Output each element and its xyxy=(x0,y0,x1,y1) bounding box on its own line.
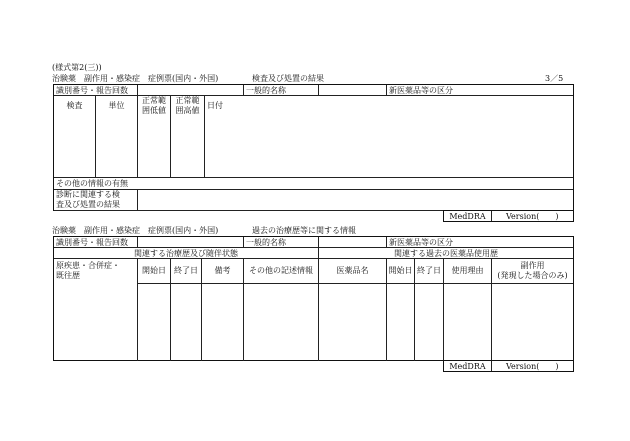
id-number-label-2: 識別番号・報告回数 xyxy=(56,238,128,247)
meddra-label-2: MedDRA xyxy=(449,362,486,371)
version-label-1: Version( ) xyxy=(506,212,559,221)
col-normal-low-2: 囲低値 xyxy=(142,106,166,115)
drug-category-label: 新医薬品等の区分 xyxy=(389,86,453,95)
col-date: 日付 xyxy=(207,101,223,110)
drug-category-label-2: 新医薬品等の区分 xyxy=(389,238,453,247)
col-remarks: 備考 xyxy=(214,266,231,275)
form-label: (様式第2(三)) xyxy=(52,63,102,72)
col-disease-2: 既往歴 xyxy=(56,271,80,280)
col-reason: 使用理由 xyxy=(451,266,484,275)
col-disease-1: 原疾患・合併症・ xyxy=(56,261,120,270)
section2-subtitle: 過去の治療歴等に関する情報 xyxy=(252,226,356,235)
meddra-label-1: MedDRA xyxy=(449,212,486,221)
section2-title: 治験薬 副作用・感染症 症例票(国内・外国) xyxy=(52,226,219,235)
section1-title: 治験薬 副作用・感染症 症例票(国内・外国) xyxy=(52,74,219,83)
version-label-2: Version( ) xyxy=(506,362,559,371)
col-normal-high-1: 正常範 xyxy=(175,96,200,105)
col-end: 終了日 xyxy=(174,266,198,275)
col-unit: 単位 xyxy=(108,101,125,110)
general-name-label: 一般的名称 xyxy=(246,86,286,95)
col-drug-name: 医薬品名 xyxy=(336,266,369,275)
col-side-effect-2: (発現した場合のみ) xyxy=(497,271,568,280)
section1-subtitle: 検査及び処置の結果 xyxy=(252,74,324,83)
col-start-2: 開始日 xyxy=(388,266,413,275)
diag-label-1: 診断に関連する検 xyxy=(56,190,120,199)
id-number-label: 識別番号・報告回数 xyxy=(56,86,128,95)
col-test: 検査 xyxy=(66,101,83,110)
col-other-desc: その他の記述情報 xyxy=(249,266,313,275)
general-name-label-2: 一般的名称 xyxy=(246,238,286,247)
col-start: 開始日 xyxy=(142,266,166,275)
col-end-2: 終了日 xyxy=(417,266,441,275)
col-side-effect-1: 副作用 xyxy=(520,261,545,270)
other-info-label: その他の情報の有無 xyxy=(56,179,128,188)
related-history-label: 関連する治療歴及び随伴状態 xyxy=(134,249,238,258)
col-normal-high-2: 囲高値 xyxy=(175,106,200,115)
page-number: 3／5 xyxy=(545,74,564,83)
past-drug-label: 関連する過去の医薬品使用歴 xyxy=(394,249,498,258)
diag-label-2: 査及び処置の結果 xyxy=(56,200,120,209)
col-normal-low-1: 正常範 xyxy=(142,96,166,105)
